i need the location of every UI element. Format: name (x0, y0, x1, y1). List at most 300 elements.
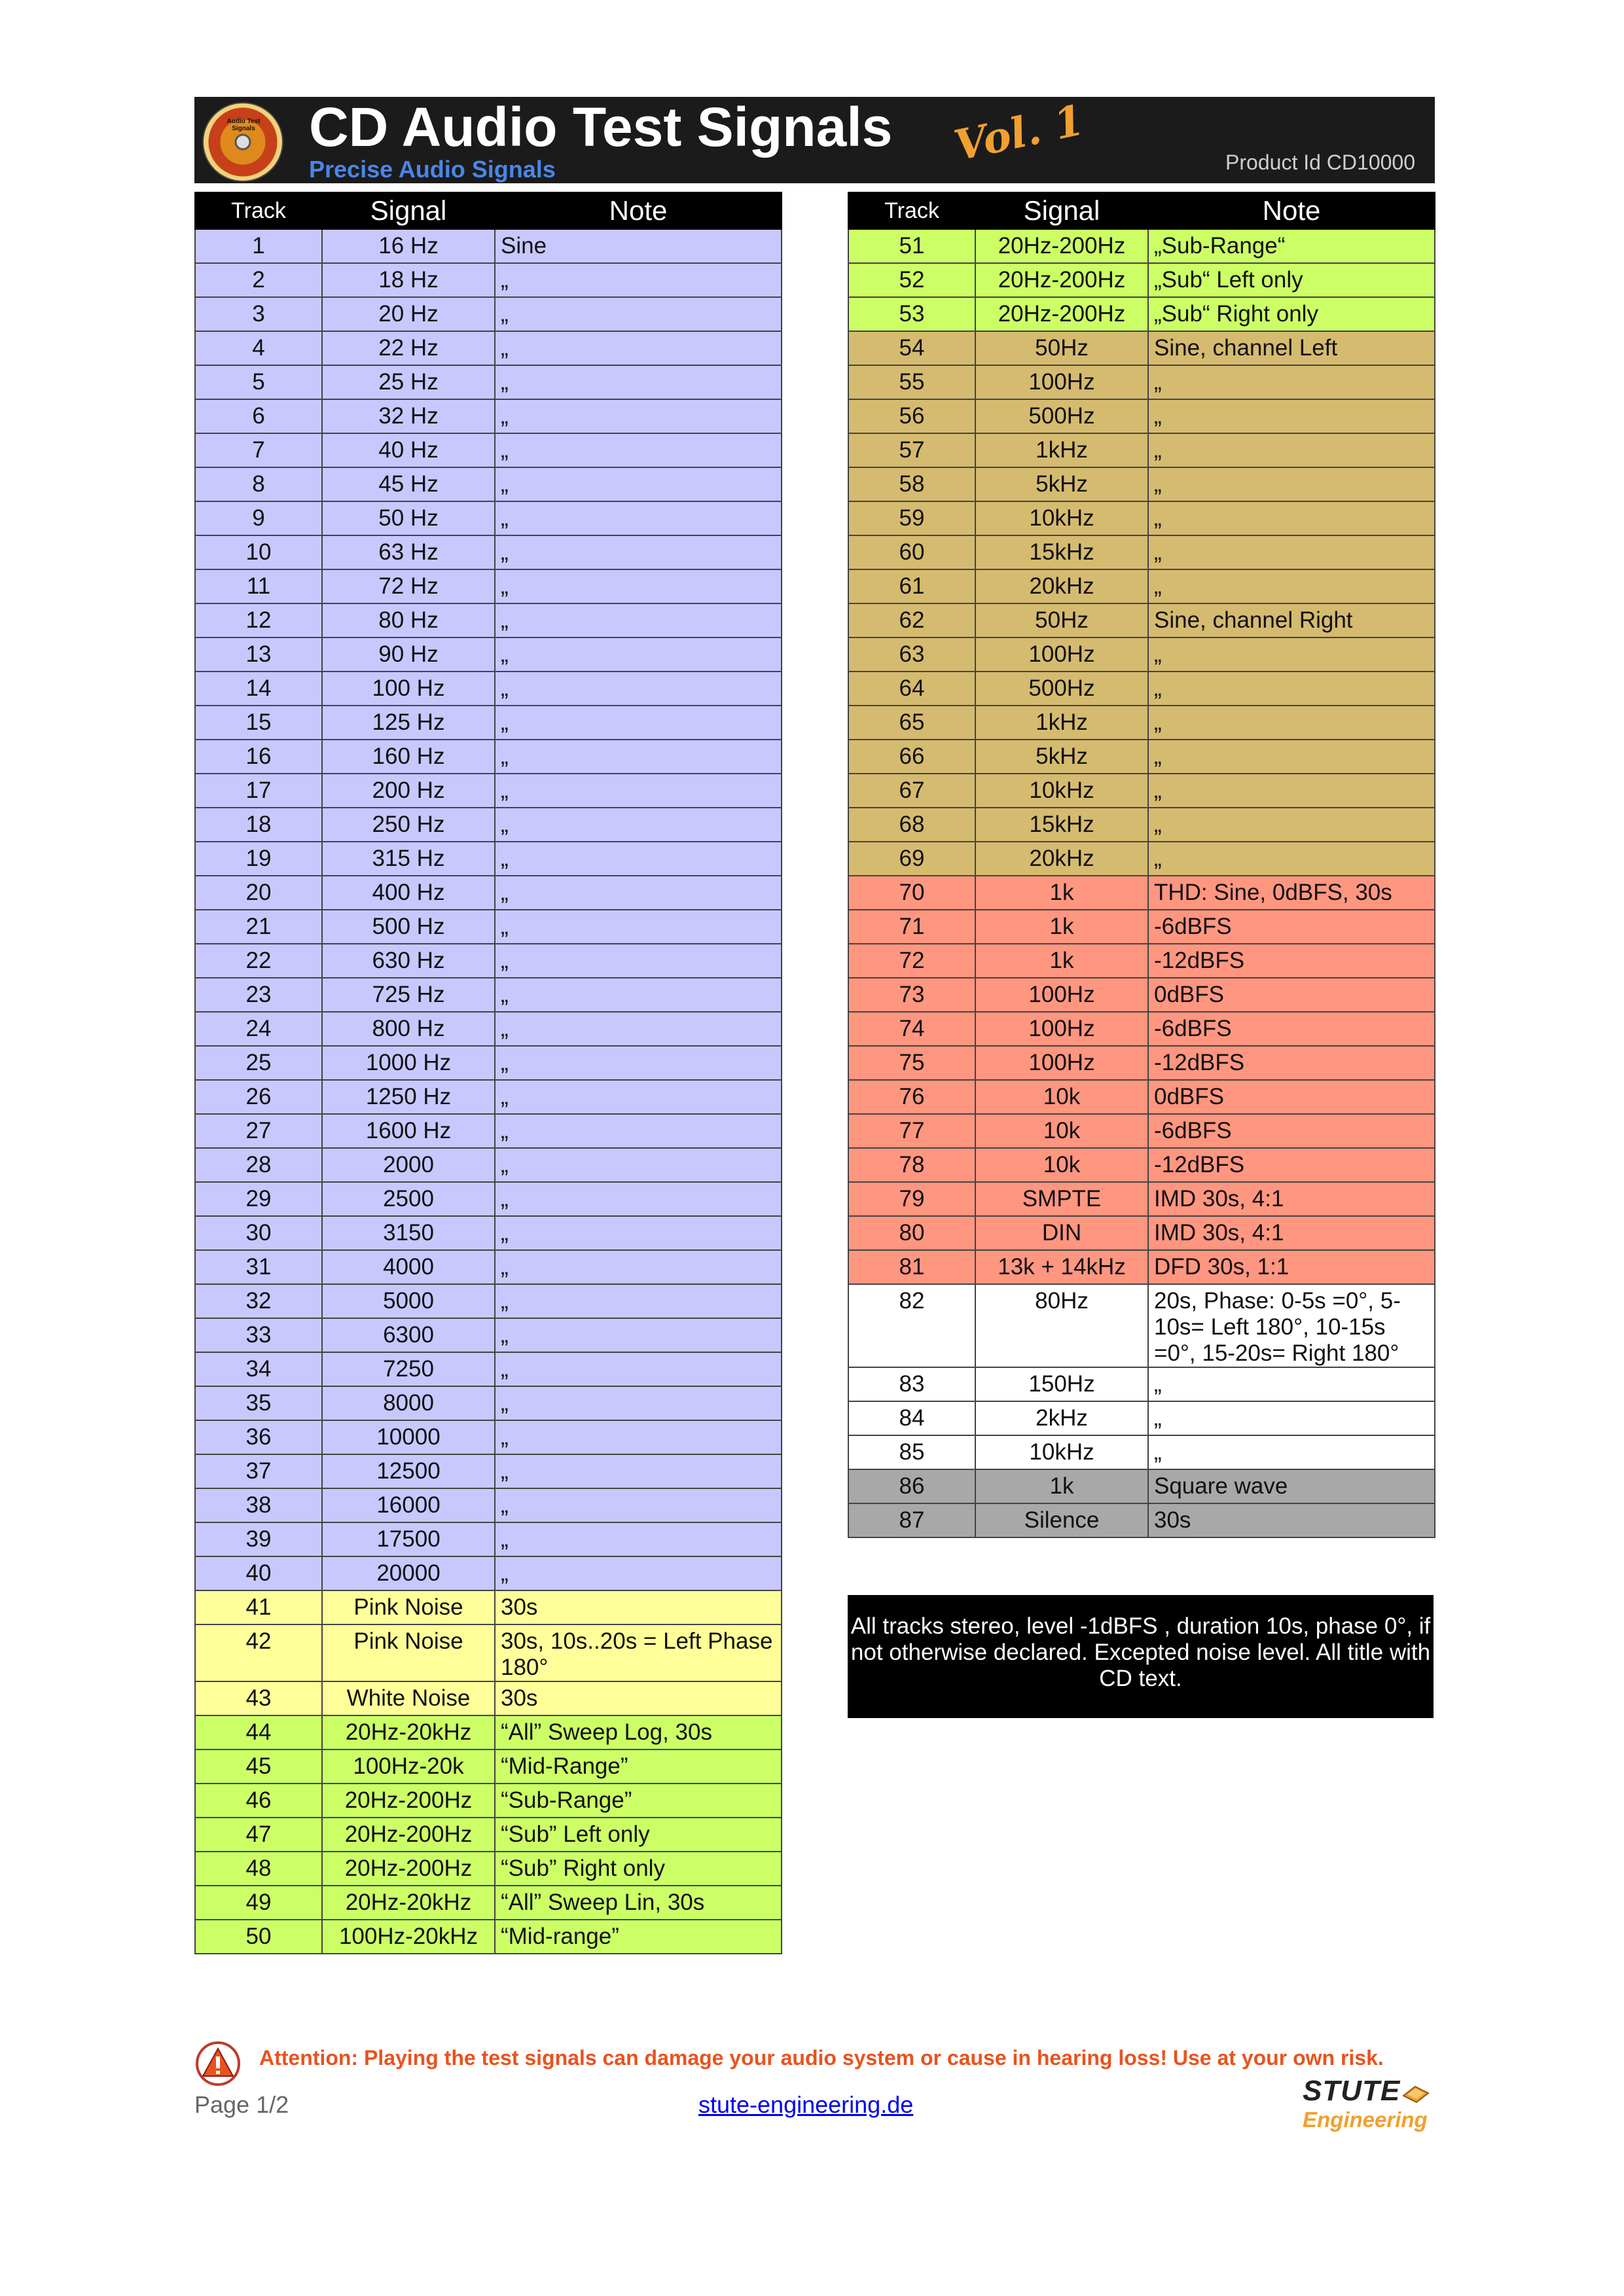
track-signal (322, 910, 495, 944)
track-number-text: 60 (899, 539, 925, 565)
track-number-text: 42 (245, 1628, 272, 1654)
track-note-text: 30s (501, 1685, 538, 1711)
track-row (195, 910, 782, 944)
page-number: Page 1/2 (194, 2091, 289, 2118)
track-signal (975, 501, 1148, 535)
track-signal (322, 229, 495, 263)
track-signal-text: 5kHz (1036, 744, 1088, 769)
track-note (495, 433, 782, 467)
track-signal (322, 1624, 495, 1681)
track-number-text: 46 (245, 1787, 272, 1813)
track-number (848, 1435, 975, 1469)
track-signal (322, 1818, 495, 1852)
track-number-text: 65 (899, 709, 925, 735)
track-signal-text: 100Hz (1028, 1050, 1095, 1075)
track-row (195, 1715, 782, 1749)
track-number-text: 55 (899, 369, 925, 395)
track-note-text: “Sub” Right only (501, 1856, 665, 1881)
track-signal (975, 637, 1148, 672)
track-number-text: 25 (245, 1050, 272, 1075)
track-note (1148, 1080, 1435, 1114)
track-row (195, 1749, 782, 1784)
track-row (848, 672, 1435, 706)
track-signal-text: 400 Hz (372, 880, 445, 905)
track-number (848, 1284, 975, 1367)
track-number (195, 1012, 322, 1046)
track-signal-text: 1k (1049, 1473, 1074, 1499)
track-signal (322, 535, 495, 569)
track-row (195, 1386, 782, 1420)
track-row (195, 569, 782, 603)
track-note-text: „ (501, 1220, 509, 1246)
track-row (195, 1852, 782, 1886)
track-signal-text: 12500 (376, 1458, 441, 1484)
track-row (848, 1012, 1435, 1046)
track-note (495, 1284, 782, 1318)
track-number-text: 87 (899, 1507, 925, 1533)
track-note (1148, 501, 1435, 535)
track-signal-text: 10kHz (1029, 1439, 1094, 1465)
track-signal (322, 1250, 495, 1284)
track-note-text: „ (501, 471, 509, 497)
track-signal-text: 160 Hz (372, 744, 445, 769)
track-signal (975, 399, 1148, 433)
track-number-text: 36 (245, 1424, 272, 1450)
track-note-text: -12dBFS (1154, 1050, 1245, 1075)
track-signal-text: 45 Hz (378, 471, 439, 497)
track-signal (322, 672, 495, 706)
track-signal (975, 978, 1148, 1012)
track-note (495, 1749, 782, 1784)
track-number-text: 77 (899, 1118, 925, 1143)
track-signal (322, 637, 495, 672)
track-note (495, 467, 782, 501)
track-signal-text: Pink Noise (353, 1628, 463, 1654)
track-note-text: „ (501, 1424, 509, 1450)
track-note (495, 1886, 782, 1920)
track-number (848, 297, 975, 331)
track-number-text: 2 (252, 267, 265, 293)
track-signal (975, 229, 1148, 263)
general-notes-box: All tracks stereo, level -1dBFS , duration 10s, phase 0°, if not otherwise declared. Excepted noise level. All title with CD text. (848, 1595, 1434, 1718)
track-signal (975, 672, 1148, 706)
track-number-text: 58 (899, 471, 925, 497)
track-note (495, 1852, 782, 1886)
track-number-text: 68 (899, 812, 925, 837)
track-number (848, 1046, 975, 1080)
track-note-text: „ (1154, 539, 1162, 565)
track-note-text: „ (501, 1560, 509, 1586)
track-note-text: „ (501, 1254, 509, 1280)
track-number (195, 603, 322, 637)
track-number (195, 1624, 322, 1681)
track-number-text: 10 (245, 539, 272, 565)
track-number (848, 1503, 975, 1537)
track-number-text: 45 (245, 1753, 272, 1779)
track-signal (322, 1886, 495, 1920)
track-signal (322, 365, 495, 399)
track-signal-text: 80 Hz (378, 607, 439, 633)
track-row (848, 1114, 1435, 1148)
track-row (848, 331, 1435, 365)
track-row (195, 1046, 782, 1080)
track-number-text: 30 (245, 1220, 272, 1246)
track-row (195, 1784, 782, 1818)
product-id: Product Id CD10000 (1225, 151, 1415, 174)
track-number (195, 774, 322, 808)
track-note (1148, 263, 1435, 297)
track-signal-text: 100Hz (1028, 641, 1095, 667)
track-row (195, 978, 782, 1012)
track-number (195, 1556, 322, 1590)
track-signal (975, 365, 1148, 399)
track-number-text: 79 (899, 1186, 925, 1211)
track-note (495, 876, 782, 910)
track-signal-text: 500Hz (1028, 403, 1095, 429)
track-signal-text: 13k + 14kHz (998, 1254, 1126, 1280)
track-note (1148, 331, 1435, 365)
track-note-text: „ (1154, 1405, 1162, 1431)
track-number (848, 433, 975, 467)
track-row (848, 1401, 1435, 1435)
track-row (195, 808, 782, 842)
track-signal-text: 20kHz (1029, 846, 1094, 871)
track-number (195, 1046, 322, 1080)
track-signal (975, 1046, 1148, 1080)
track-signal (322, 1749, 495, 1784)
track-note-text: „ (501, 1050, 509, 1075)
track-note-text: “Sub-Range” (501, 1787, 632, 1813)
track-number (848, 910, 975, 944)
track-signal (975, 706, 1148, 740)
track-number-text: 35 (245, 1390, 272, 1416)
track-signal-text: 40 Hz (378, 437, 439, 463)
track-number-text: 76 (899, 1084, 925, 1109)
track-row (848, 399, 1435, 433)
track-note-text: 30s, 10s..20s = Left Phase 180° (501, 1628, 773, 1680)
track-note (1148, 535, 1435, 569)
track-note (1148, 842, 1435, 876)
track-note-text: “All” Sweep Log, 30s (501, 1719, 712, 1745)
track-number (848, 944, 975, 978)
track-note (1148, 672, 1435, 706)
track-note (495, 1784, 782, 1818)
track-note-text: „ (501, 1288, 509, 1314)
track-number-text: 71 (899, 914, 925, 939)
track-number-text: 23 (245, 982, 272, 1007)
track-note (495, 637, 782, 672)
track-note-text: “Mid-range” (501, 1924, 619, 1949)
track-signal-text: 50Hz (1035, 335, 1089, 361)
track-note (1148, 876, 1435, 910)
track-signal-text: 100 Hz (372, 675, 445, 701)
track-note (1148, 740, 1435, 774)
track-signal-text: 32 Hz (378, 403, 439, 429)
track-note (495, 910, 782, 944)
track-note (1148, 774, 1435, 808)
track-note (495, 774, 782, 808)
track-number-text: 47 (245, 1821, 272, 1847)
track-number (195, 1454, 322, 1488)
track-note-text: „ (501, 369, 509, 395)
track-row (195, 1114, 782, 1148)
track-signal (975, 535, 1148, 569)
track-note-text: „Sub“ Left only (1154, 267, 1303, 293)
track-number (848, 1080, 975, 1114)
track-note (1148, 1216, 1435, 1250)
track-number (848, 1114, 975, 1148)
track-signal (322, 1852, 495, 1886)
track-row (848, 1435, 1435, 1469)
track-signal-text: 250 Hz (372, 812, 445, 837)
track-number (195, 297, 322, 331)
track-note (1148, 467, 1435, 501)
track-note-text: „ (1154, 369, 1162, 395)
track-signal (975, 1435, 1148, 1469)
track-row (848, 1503, 1435, 1537)
track-number (195, 637, 322, 672)
track-number (195, 740, 322, 774)
track-number-text: 56 (899, 403, 925, 429)
track-note-text: „ (501, 573, 509, 599)
track-row (195, 1216, 782, 1250)
track-signal (975, 297, 1148, 331)
track-signal-text: 10k (1043, 1118, 1081, 1143)
track-number (848, 1182, 975, 1216)
track-note-text: 20s, Phase: 0-5s =0°, 5-10s= Left 180°, 10-15s =0°, 15-20s= Right 180° (1154, 1288, 1401, 1366)
track-note (495, 672, 782, 706)
track-signal (322, 1556, 495, 1590)
track-signal (322, 1318, 495, 1352)
track-signal (322, 706, 495, 740)
track-signal-text: 50Hz (1035, 607, 1089, 633)
track-number-text: 50 (245, 1924, 272, 1949)
track-row (848, 944, 1435, 978)
track-note (495, 1420, 782, 1454)
track-note-text: „ (501, 1118, 509, 1143)
track-signal (322, 467, 495, 501)
track-note (495, 1556, 782, 1590)
track-note-text: „ (501, 267, 509, 293)
track-signal-text: 2500 (383, 1186, 434, 1211)
track-signal (975, 1469, 1148, 1503)
tracks-table-right (848, 192, 1435, 1538)
track-note-text: -6dBFS (1154, 1016, 1232, 1041)
track-signal-text: 1000 Hz (365, 1050, 452, 1075)
track-note (1148, 229, 1435, 263)
track-number (195, 1488, 322, 1522)
track-row (848, 365, 1435, 399)
track-number (195, 1080, 322, 1114)
track-signal (322, 331, 495, 365)
track-signal (975, 1114, 1148, 1148)
track-signal (322, 1046, 495, 1080)
track-note-text: „ (1154, 846, 1162, 871)
track-number (848, 672, 975, 706)
track-note-text: „ (501, 539, 509, 565)
track-note-text: „ (501, 607, 509, 633)
track-number-text: 6 (252, 403, 265, 429)
track-signal-text: 100Hz-20k (353, 1753, 464, 1779)
track-number-text: 74 (899, 1016, 925, 1041)
track-signal-text: 725 Hz (372, 982, 445, 1007)
track-number-text: 9 (252, 505, 265, 531)
track-note (495, 1114, 782, 1148)
track-number (195, 331, 322, 365)
track-note (495, 1386, 782, 1420)
track-number (195, 978, 322, 1012)
track-number-text: 20 (245, 880, 272, 905)
track-note-text: „ (501, 948, 509, 973)
track-number-text: 44 (245, 1719, 272, 1745)
track-note (495, 1352, 782, 1386)
track-row (848, 1182, 1435, 1216)
track-signal-text: 20Hz-200Hz (344, 1821, 473, 1847)
track-number-text: 84 (899, 1405, 925, 1431)
track-number-text: 70 (899, 880, 925, 905)
track-row (195, 1681, 782, 1715)
track-number (848, 365, 975, 399)
track-note-text: „ (501, 1390, 509, 1416)
track-number (195, 1250, 322, 1284)
track-signal-text: 20000 (376, 1560, 441, 1586)
col-header-track: Track (848, 192, 975, 229)
track-row (195, 1318, 782, 1352)
track-row (195, 433, 782, 467)
track-number-text: 73 (899, 982, 925, 1007)
track-number-text: 75 (899, 1050, 925, 1075)
track-number-text: 4 (252, 335, 265, 361)
track-number-text: 66 (899, 744, 925, 769)
track-signal-text: 16000 (376, 1492, 441, 1518)
track-note-text: „ (501, 1084, 509, 1109)
track-row (195, 1886, 782, 1920)
track-number-text: 22 (245, 948, 272, 973)
track-note (1148, 637, 1435, 672)
track-note-text: „ (501, 812, 509, 837)
track-signal (322, 603, 495, 637)
track-signal (975, 740, 1148, 774)
track-note (495, 603, 782, 637)
track-number (195, 706, 322, 740)
track-note-text: 0dBFS (1154, 1084, 1224, 1109)
track-signal (975, 910, 1148, 944)
track-note-text: “All” Sweep Lin, 30s (501, 1890, 705, 1915)
tracks-table-left (194, 192, 782, 1954)
track-row (848, 535, 1435, 569)
track-note-text: „ (1154, 778, 1162, 803)
track-number (848, 569, 975, 603)
track-number (848, 1012, 975, 1046)
track-number (195, 1216, 322, 1250)
track-note-text: „ (1154, 471, 1162, 497)
track-note (1148, 1503, 1435, 1537)
track-signal-text: 3150 (383, 1220, 434, 1246)
track-row (195, 1818, 782, 1852)
track-signal-text: 800 Hz (372, 1016, 445, 1041)
track-number (195, 1148, 322, 1182)
track-number (848, 706, 975, 740)
website-link[interactable]: stute-engineering.de (698, 2091, 914, 2118)
track-note (495, 1216, 782, 1250)
col-header-note: Note (1148, 192, 1435, 229)
track-note (495, 1715, 782, 1749)
track-row (195, 297, 782, 331)
track-signal (975, 1182, 1148, 1216)
track-number-text: 29 (245, 1186, 272, 1211)
track-note-text: „ (1154, 1371, 1162, 1397)
track-number-text: 15 (245, 709, 272, 735)
track-note-text: „ (501, 1458, 509, 1484)
track-signal (322, 433, 495, 467)
stute-logo (1303, 2075, 1434, 2137)
track-row (848, 740, 1435, 774)
track-signal (975, 331, 1148, 365)
track-number (848, 501, 975, 535)
track-number (195, 876, 322, 910)
track-signal-text: 20Hz-200Hz (344, 1856, 473, 1881)
track-note (495, 1488, 782, 1522)
track-signal-text: 1250 Hz (365, 1084, 452, 1109)
track-number (195, 1590, 322, 1624)
track-note (1148, 1435, 1435, 1469)
track-signal (322, 876, 495, 910)
track-number (848, 1216, 975, 1250)
track-note (495, 1624, 782, 1681)
track-note-text: „ (501, 1152, 509, 1177)
track-note (1148, 603, 1435, 637)
document-subtitle: Precise Audio Signals (309, 156, 556, 183)
track-row (195, 1352, 782, 1386)
track-note-text: „ (1154, 403, 1162, 429)
track-signal-text: 22 Hz (378, 335, 439, 361)
track-number (848, 1401, 975, 1435)
track-number-text: 67 (899, 778, 925, 803)
track-note (1148, 1469, 1435, 1503)
track-number (195, 1182, 322, 1216)
track-note-text: „ (501, 403, 509, 429)
track-row (195, 1556, 782, 1590)
track-note-text: Sine, channel Right (1154, 607, 1353, 633)
track-note (1148, 910, 1435, 944)
track-signal (322, 1216, 495, 1250)
track-number (848, 842, 975, 876)
track-note (495, 229, 782, 263)
track-note (1148, 808, 1435, 842)
track-signal-text: 63 Hz (378, 539, 439, 565)
track-row (848, 978, 1435, 1012)
track-row (195, 1522, 782, 1556)
track-row (195, 229, 782, 263)
track-number (848, 808, 975, 842)
track-signal-text: 2000 (383, 1152, 434, 1177)
track-note (1148, 569, 1435, 603)
track-number (195, 1818, 322, 1852)
track-note (1148, 978, 1435, 1012)
track-note-text: “Mid-Range” (501, 1753, 628, 1779)
track-row (195, 331, 782, 365)
track-signal (322, 1920, 495, 1954)
track-number-text: 16 (245, 744, 272, 769)
track-signal-text: 10k (1043, 1084, 1081, 1109)
track-row (848, 876, 1435, 910)
track-note (495, 569, 782, 603)
logo-text-top: STUTE (1303, 2075, 1401, 2107)
track-row (195, 706, 782, 740)
track-note-text: Sine, channel Left (1154, 335, 1338, 361)
track-row (195, 944, 782, 978)
track-number-text: 28 (245, 1152, 272, 1177)
